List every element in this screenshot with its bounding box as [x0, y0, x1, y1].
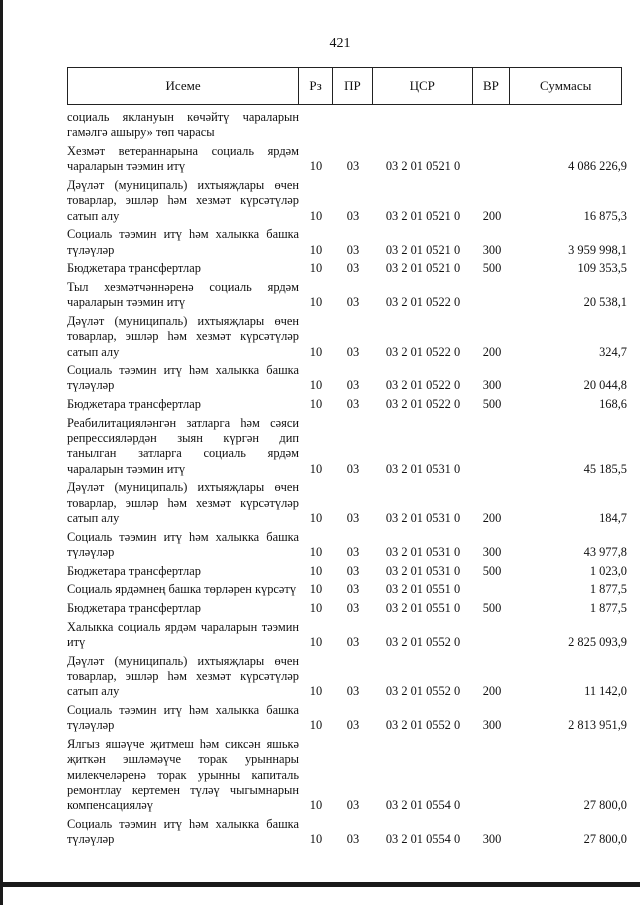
header-pr: ПР [333, 68, 373, 104]
cell-rz: 10 [309, 295, 323, 310]
left-edge-rule [0, 0, 3, 905]
table-row [67, 620, 627, 651]
bottom-edge-rule [0, 882, 640, 887]
cell-pr: 03 [346, 563, 360, 578]
cell-sum: 1 877,5 [589, 582, 627, 597]
table-row [67, 314, 627, 360]
cell-rz: 10 [309, 242, 323, 257]
cell-pr: 03 [346, 832, 360, 847]
cell-sum: 109 353,5 [577, 261, 627, 276]
cell-sum: 2 813 951,9 [568, 718, 627, 733]
table-row [67, 261, 627, 276]
header-vr: ВР [473, 68, 511, 104]
table-row [67, 654, 627, 700]
cell-sum: 4 086 226,9 [568, 159, 627, 174]
cell-vr: 300 [482, 832, 502, 847]
cell-rz: 10 [309, 635, 323, 650]
cell-csr: 03 2 01 0531 0 [385, 511, 461, 526]
cell-sum: 3 959 998,1 [568, 242, 627, 257]
table-row [67, 280, 627, 311]
cell-csr: 03 2 01 0552 0 [385, 718, 461, 733]
cell-csr: 03 2 01 0531 0 [385, 545, 461, 560]
cell-name: Хезмәт ветераннарына социаль ярдәм чараларын тәэмин итү [67, 143, 299, 174]
cell-name: Дәүләт (муниципаль) ихтыяҗлары өчен товарлар, эшләр һәм хезмәт күрсәтүләр сатып алу [67, 653, 299, 699]
cell-sum: 16 875,3 [583, 208, 627, 223]
cell-name: Социаль тәэмин итү һәм халыкка башка түләүләр [67, 363, 299, 393]
cell-pr: 03 [346, 635, 360, 650]
cell-name: Тыл хезмәтчәннәренә социаль ярдәм чараларын тәэмин итү [67, 279, 299, 310]
cell-pr: 03 [346, 397, 360, 412]
cell-csr: 03 2 01 0531 0 [385, 563, 461, 578]
cell-pr: 03 [346, 461, 360, 476]
cell-pr: 03 [346, 344, 360, 359]
cell-pr: 03 [346, 601, 360, 616]
cell-sum: 20 044,8 [583, 378, 627, 393]
cell-rz: 10 [309, 208, 323, 223]
cell-rz: 10 [309, 378, 323, 393]
cell-rz: 10 [309, 601, 323, 616]
header-rz: Рз [299, 68, 333, 104]
cell-sum: 43 977,8 [583, 545, 627, 560]
cell-pr: 03 [346, 684, 360, 699]
cell-csr: 03 2 01 0552 0 [385, 635, 461, 650]
table-row [67, 416, 627, 477]
cell-sum: 20 538,1 [583, 295, 627, 310]
cell-name: Бюджетара трансфертлар [67, 397, 201, 412]
cell-name: Бюджетара трансфертлар [67, 563, 201, 578]
cell-pr: 03 [346, 545, 360, 560]
cell-name: Ялгыз яшәүче җитмеш һәм сиксән яшькә җиткән эшләмәүче торак урыннары милекчеләренә торак урынны капиталь ремонтлау кертемен түләү чыгымнарын компенсацияләү [67, 737, 299, 813]
cell-csr: 03 2 01 0521 0 [385, 242, 461, 257]
cell-csr: 03 2 01 0522 0 [385, 295, 461, 310]
cell-name: Социаль тәэмин итү һәм халыкка башка түләүләр [67, 227, 299, 257]
cell-rz: 10 [309, 397, 323, 412]
header-name: Исеме [68, 68, 299, 104]
cell-name: социаль яклануын көчәйтү чараларын гамәлгә ашыру» төп чарасы [67, 110, 299, 140]
cell-sum: 45 185,5 [583, 461, 627, 476]
cell-sum: 324,7 [599, 344, 627, 359]
cell-rz: 10 [309, 684, 323, 699]
cell-name: Дәүләт (муниципаль) ихтыяҗлары өчен товарлар, эшләр һәм хезмәт күрсәтүләр сатып алу [67, 480, 299, 526]
cell-vr: 500 [482, 563, 502, 578]
cell-csr: 03 2 01 0521 0 [385, 159, 461, 174]
cell-csr: 03 2 01 0531 0 [385, 461, 461, 476]
cell-name: Социаль ярдәмнең башка төрләрен күрсәтү [67, 582, 297, 597]
cell-rz: 10 [309, 545, 323, 560]
cell-csr: 03 2 01 0552 0 [385, 684, 461, 699]
cell-vr: 300 [482, 242, 502, 257]
cell-csr: 03 2 01 0521 0 [385, 208, 461, 223]
cell-vr: 300 [482, 545, 502, 560]
cell-name: Социаль тәэмин итү һәм халыкка башка түләүләр [67, 529, 299, 560]
table-body [67, 110, 627, 851]
header-csr: ЦСР [373, 68, 473, 104]
table-row [67, 397, 627, 412]
cell-csr: 03 2 01 0521 0 [385, 261, 461, 276]
table-row [67, 110, 627, 141]
page-number: 421 [329, 36, 351, 51]
cell-csr: 03 2 01 0522 0 [385, 344, 461, 359]
cell-rz: 10 [309, 461, 323, 476]
cell-name: Социаль тәэмин итү һәм халыкка башка түләүләр [67, 703, 299, 733]
cell-name: Реабилитацияләнгән затларга һәм сәяси репрессияләрдән зыян күргән дип танылган затларга социаль ярдәм чараларын тәэмин итү [67, 415, 299, 476]
cell-csr: 03 2 01 0551 0 [385, 601, 461, 616]
cell-vr: 200 [482, 344, 502, 359]
cell-pr: 03 [346, 261, 360, 276]
table-header [67, 67, 622, 105]
cell-name: Социаль тәэмин итү һәм халыкка башка түләүләр [67, 816, 299, 847]
cell-vr: 300 [482, 378, 502, 393]
table-row [67, 363, 627, 394]
cell-sum: 168,6 [599, 397, 627, 412]
cell-sum: 27 800,0 [583, 832, 627, 847]
cell-pr: 03 [346, 378, 360, 393]
table-row [67, 817, 627, 848]
cell-sum: 11 142,0 [584, 684, 627, 699]
cell-rz: 10 [309, 832, 323, 847]
cell-vr: 500 [482, 261, 502, 276]
cell-pr: 03 [346, 511, 360, 526]
cell-pr: 03 [346, 159, 360, 174]
cell-pr: 03 [346, 208, 360, 223]
cell-sum: 2 825 093,9 [568, 635, 627, 650]
cell-sum: 1 023,0 [589, 563, 627, 578]
cell-vr: 200 [482, 684, 502, 699]
cell-sum: 184,7 [599, 511, 627, 526]
cell-rz: 10 [309, 798, 323, 813]
cell-name: Бюджетара трансфертлар [67, 261, 201, 276]
cell-name: Дәүләт (муниципаль) ихтыяҗлары өчен товарлар, эшләр һәм хезмәт күрсәтүләр сатып алу [67, 177, 299, 223]
table-row [67, 530, 627, 561]
cell-pr: 03 [346, 242, 360, 257]
cell-vr: 300 [482, 718, 502, 733]
cell-sum: 1 877,5 [589, 601, 627, 616]
cell-csr: 03 2 01 0522 0 [385, 378, 461, 393]
cell-rz: 10 [309, 261, 323, 276]
cell-pr: 03 [346, 295, 360, 310]
cell-vr: 500 [482, 601, 502, 616]
table-row [67, 227, 627, 258]
table-row [67, 564, 627, 579]
cell-pr: 03 [346, 582, 360, 597]
cell-csr: 03 2 01 0551 0 [385, 582, 461, 597]
table-row [67, 601, 627, 616]
cell-vr: 500 [482, 397, 502, 412]
cell-vr: 200 [482, 511, 502, 526]
table-row [67, 178, 627, 224]
table-row [67, 480, 627, 526]
cell-csr: 03 2 01 0554 0 [385, 798, 461, 813]
table-row [67, 737, 627, 813]
cell-rz: 10 [309, 563, 323, 578]
cell-csr: 03 2 01 0554 0 [385, 832, 461, 847]
table-row [67, 582, 627, 597]
cell-pr: 03 [346, 718, 360, 733]
cell-vr: 200 [482, 208, 502, 223]
cell-rz: 10 [309, 511, 323, 526]
cell-name: Халыкка социаль ярдәм чараларын тәэмин итү [67, 619, 299, 650]
cell-csr: 03 2 01 0522 0 [385, 397, 461, 412]
cell-sum: 27 800,0 [583, 798, 627, 813]
cell-rz: 10 [309, 718, 323, 733]
cell-name: Дәүләт (муниципаль) ихтыяҗлары өчен товарлар, эшләр һәм хезмәт күрсәтүләр сатып алу [67, 313, 299, 359]
cell-rz: 10 [309, 582, 323, 597]
cell-rz: 10 [309, 344, 323, 359]
cell-rz: 10 [309, 159, 323, 174]
header-sum: Суммасы [540, 78, 592, 93]
cell-pr: 03 [346, 798, 360, 813]
cell-name: Бюджетара трансфертлар [67, 601, 201, 616]
table-row [67, 144, 627, 175]
table-row [67, 703, 627, 734]
